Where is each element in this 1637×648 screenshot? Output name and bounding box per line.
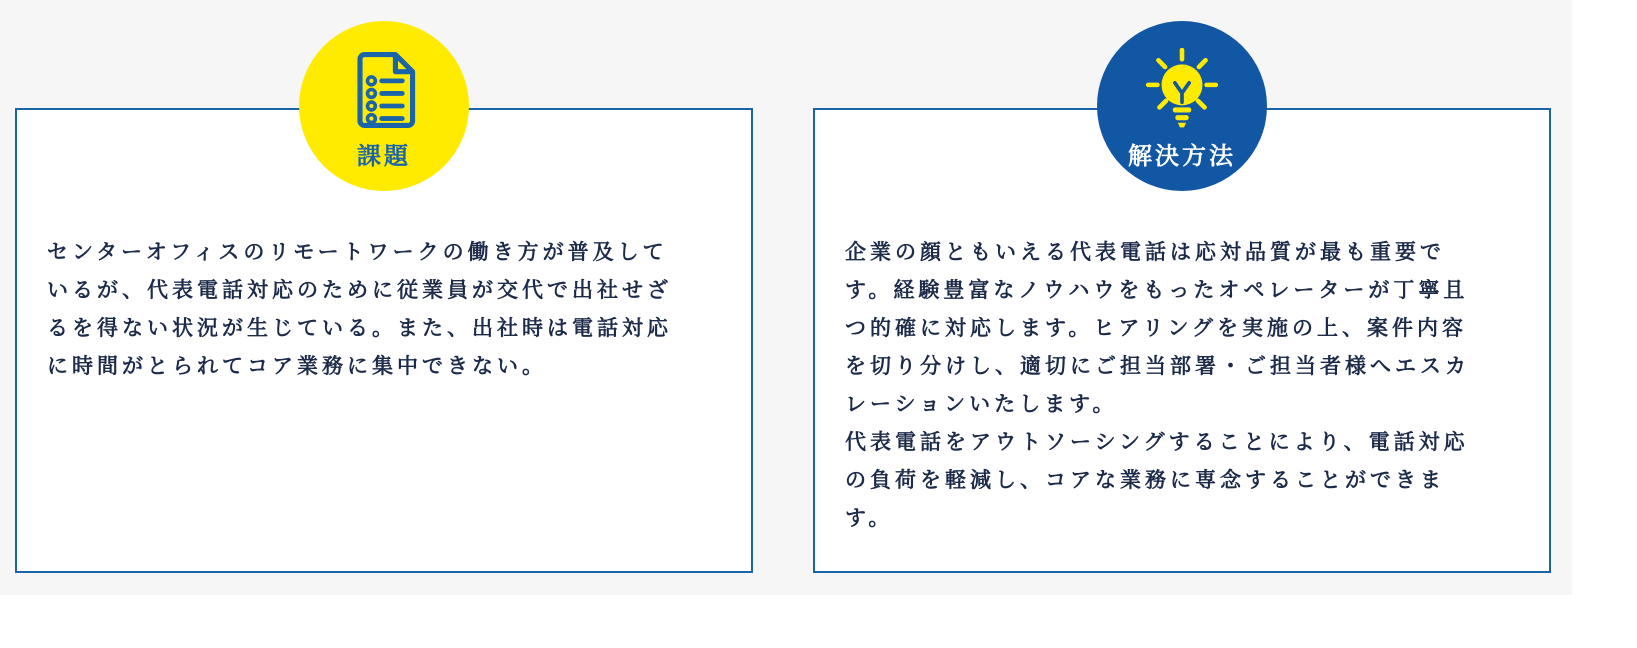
checklist-document-icon	[347, 49, 421, 131]
solution-card-text: 企業の顔ともいえる代表電話は応対品質が最も重要で す。経験豊富なノウハウをもったオペレーターが丁寧且 つ的確に対応します。ヒアリングを実施の上、案件内容 を切り分けし、適切にご担当部署・ご担当者様へエスカ レーションいたします。 代表電話をアウトソーシングすることにより、電話対応 の負荷を軽減し、コアな業務に専念することができま す。	[845, 241, 1470, 530]
solution-badge	[1097, 21, 1267, 191]
lightbulb-icon	[1142, 49, 1222, 131]
problem-card-text: センターオフィスのリモートワークの働き方が普及して いるが、代表電話対応のために従業員が交代で出社せざ るを得ない状況が生じている。また、出社時は電話対応 に時間がとられてコア業務に集中できない。	[47, 241, 672, 378]
problem-badge-label: 課題	[357, 143, 411, 170]
solution-badge-label: 解決方法	[1128, 143, 1236, 170]
problem-badge	[299, 21, 469, 191]
